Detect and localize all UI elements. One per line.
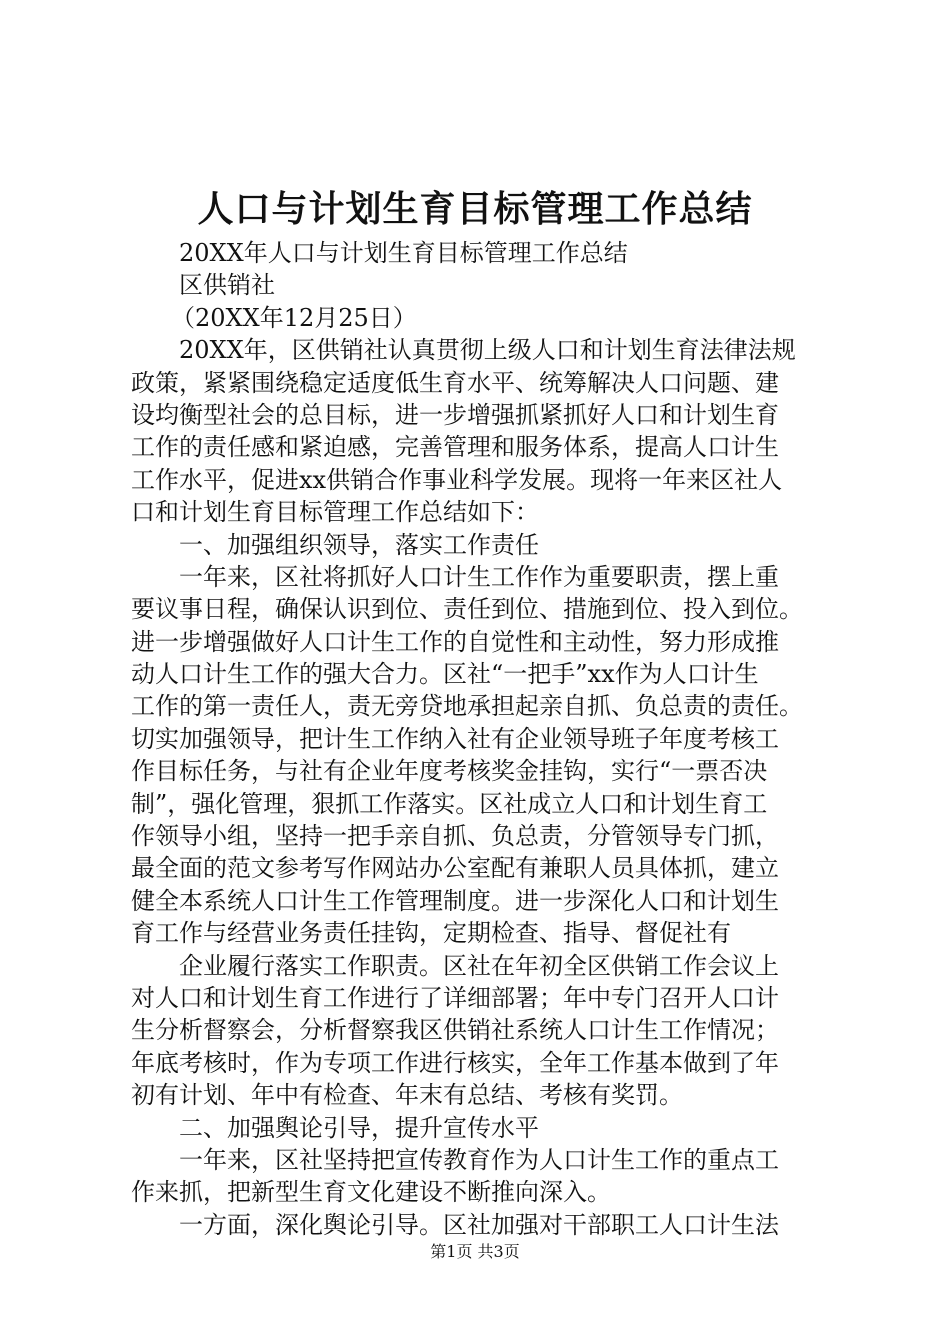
paragraph-line: 最全面的范文参考写作网站办公室配有兼职人员具体抓，建立 (131, 854, 779, 883)
paragraph-line: 初有计划、年中有检查、年末有总结、考核有奖罚。 (131, 1081, 683, 1110)
paragraph-line: 育工作与经营业务责任挂钩，定期检查、指导、督促社有 (131, 919, 731, 948)
document-title: 人口与计划生育目标管理工作总结 (197, 188, 753, 230)
paragraph-line: 一年来，区社将抓好人口计生工作作为重要职责，摆上重 (179, 562, 779, 591)
paragraph-line: 一年来，区社坚持把宣传教育作为人口计生工作的重点工 (179, 1145, 779, 1174)
paragraph-line: 一方面，深化舆论引导。区社加强对干部职工人口计生法 (179, 1210, 779, 1239)
paragraph-line: 政策，紧紧围绕稳定适度低生育水平、统筹解决人口问题、建 (131, 368, 779, 397)
section-heading: 一、加强组织领导，落实工作责任 (179, 530, 539, 559)
paragraph-line: 企业履行落实工作职责。区社在年初全区供销工作会议上 (179, 951, 779, 980)
paragraph-line: 年底考核时，作为专项工作进行核实，全年工作基本做到了年 (131, 1048, 779, 1077)
paragraph-line: 生分析督察会，分析督察我区供销社系统人口计生工作情况； (131, 1016, 779, 1045)
paragraph-line: 制”，强化管理，狠抓工作落实。区社成立人口和计划生育工 (131, 789, 768, 818)
paragraph-line: 口和计划生育目标管理工作总结如下： (131, 498, 539, 527)
paragraph-line: 对人口和计划生育工作进行了详细部署；年中专门召开人口计 (131, 983, 779, 1012)
paragraph-line: 切实加强领导，把计生工作纳入社有企业领导班子年度考核工 (131, 724, 779, 753)
organization-line: 区供销社 (179, 271, 275, 300)
paragraph-line: 进一步增强做好人口计生工作的自觉性和主动性，努力形成推 (131, 627, 779, 656)
subtitle-line: 20XX年人口与计划生育目标管理工作总结 (179, 239, 628, 267)
paragraph-line: 动人口计生工作的强大合力。区社“一把手”xx作为人口计生 (131, 660, 759, 689)
paragraph-line: 工作水平，促进xx供销合作事业科学发展。现将一年来区社人 (131, 465, 783, 494)
page-number-footer: 第1页 共3页 (430, 1242, 520, 1261)
paragraph-line: 设均衡型社会的总目标，进一步增强抓紧抓好人口和计划生育 (131, 400, 779, 429)
document-body (131, 237, 836, 1241)
paragraph-line: 作领导小组，坚持一把手亲自抓、负总责，分管领导专门抓， (131, 822, 779, 851)
date-line: （20XX年12月25日） (171, 303, 417, 332)
paragraph-line: 作来抓，把新型生育文化建设不断推向深入。 (131, 1178, 611, 1207)
section-heading: 二、加强舆论引导，提升宣传水平 (179, 1113, 539, 1142)
paragraph-line: 作目标任务，与社有企业年度考核奖金挂钩，实行“一票否决 (131, 757, 768, 786)
paragraph-line: 要议事日程，确保认识到位、责任到位、措施到位、投入到位。 (131, 595, 803, 624)
paragraph-line: 健全本系统人口计生工作管理制度。进一步深化人口和计划生 (131, 886, 779, 915)
paragraph-line: 20XX年，区供销社认真贯彻上级人口和计划生育法律法规 (179, 336, 796, 365)
paragraph-line: 工作的责任感和紧迫感，完善管理和服务体系，提高人口计生 (131, 433, 779, 462)
paragraph-line: 工作的第一责任人，责无旁贷地承担起亲自抓、负总责的责任。 (131, 692, 803, 721)
